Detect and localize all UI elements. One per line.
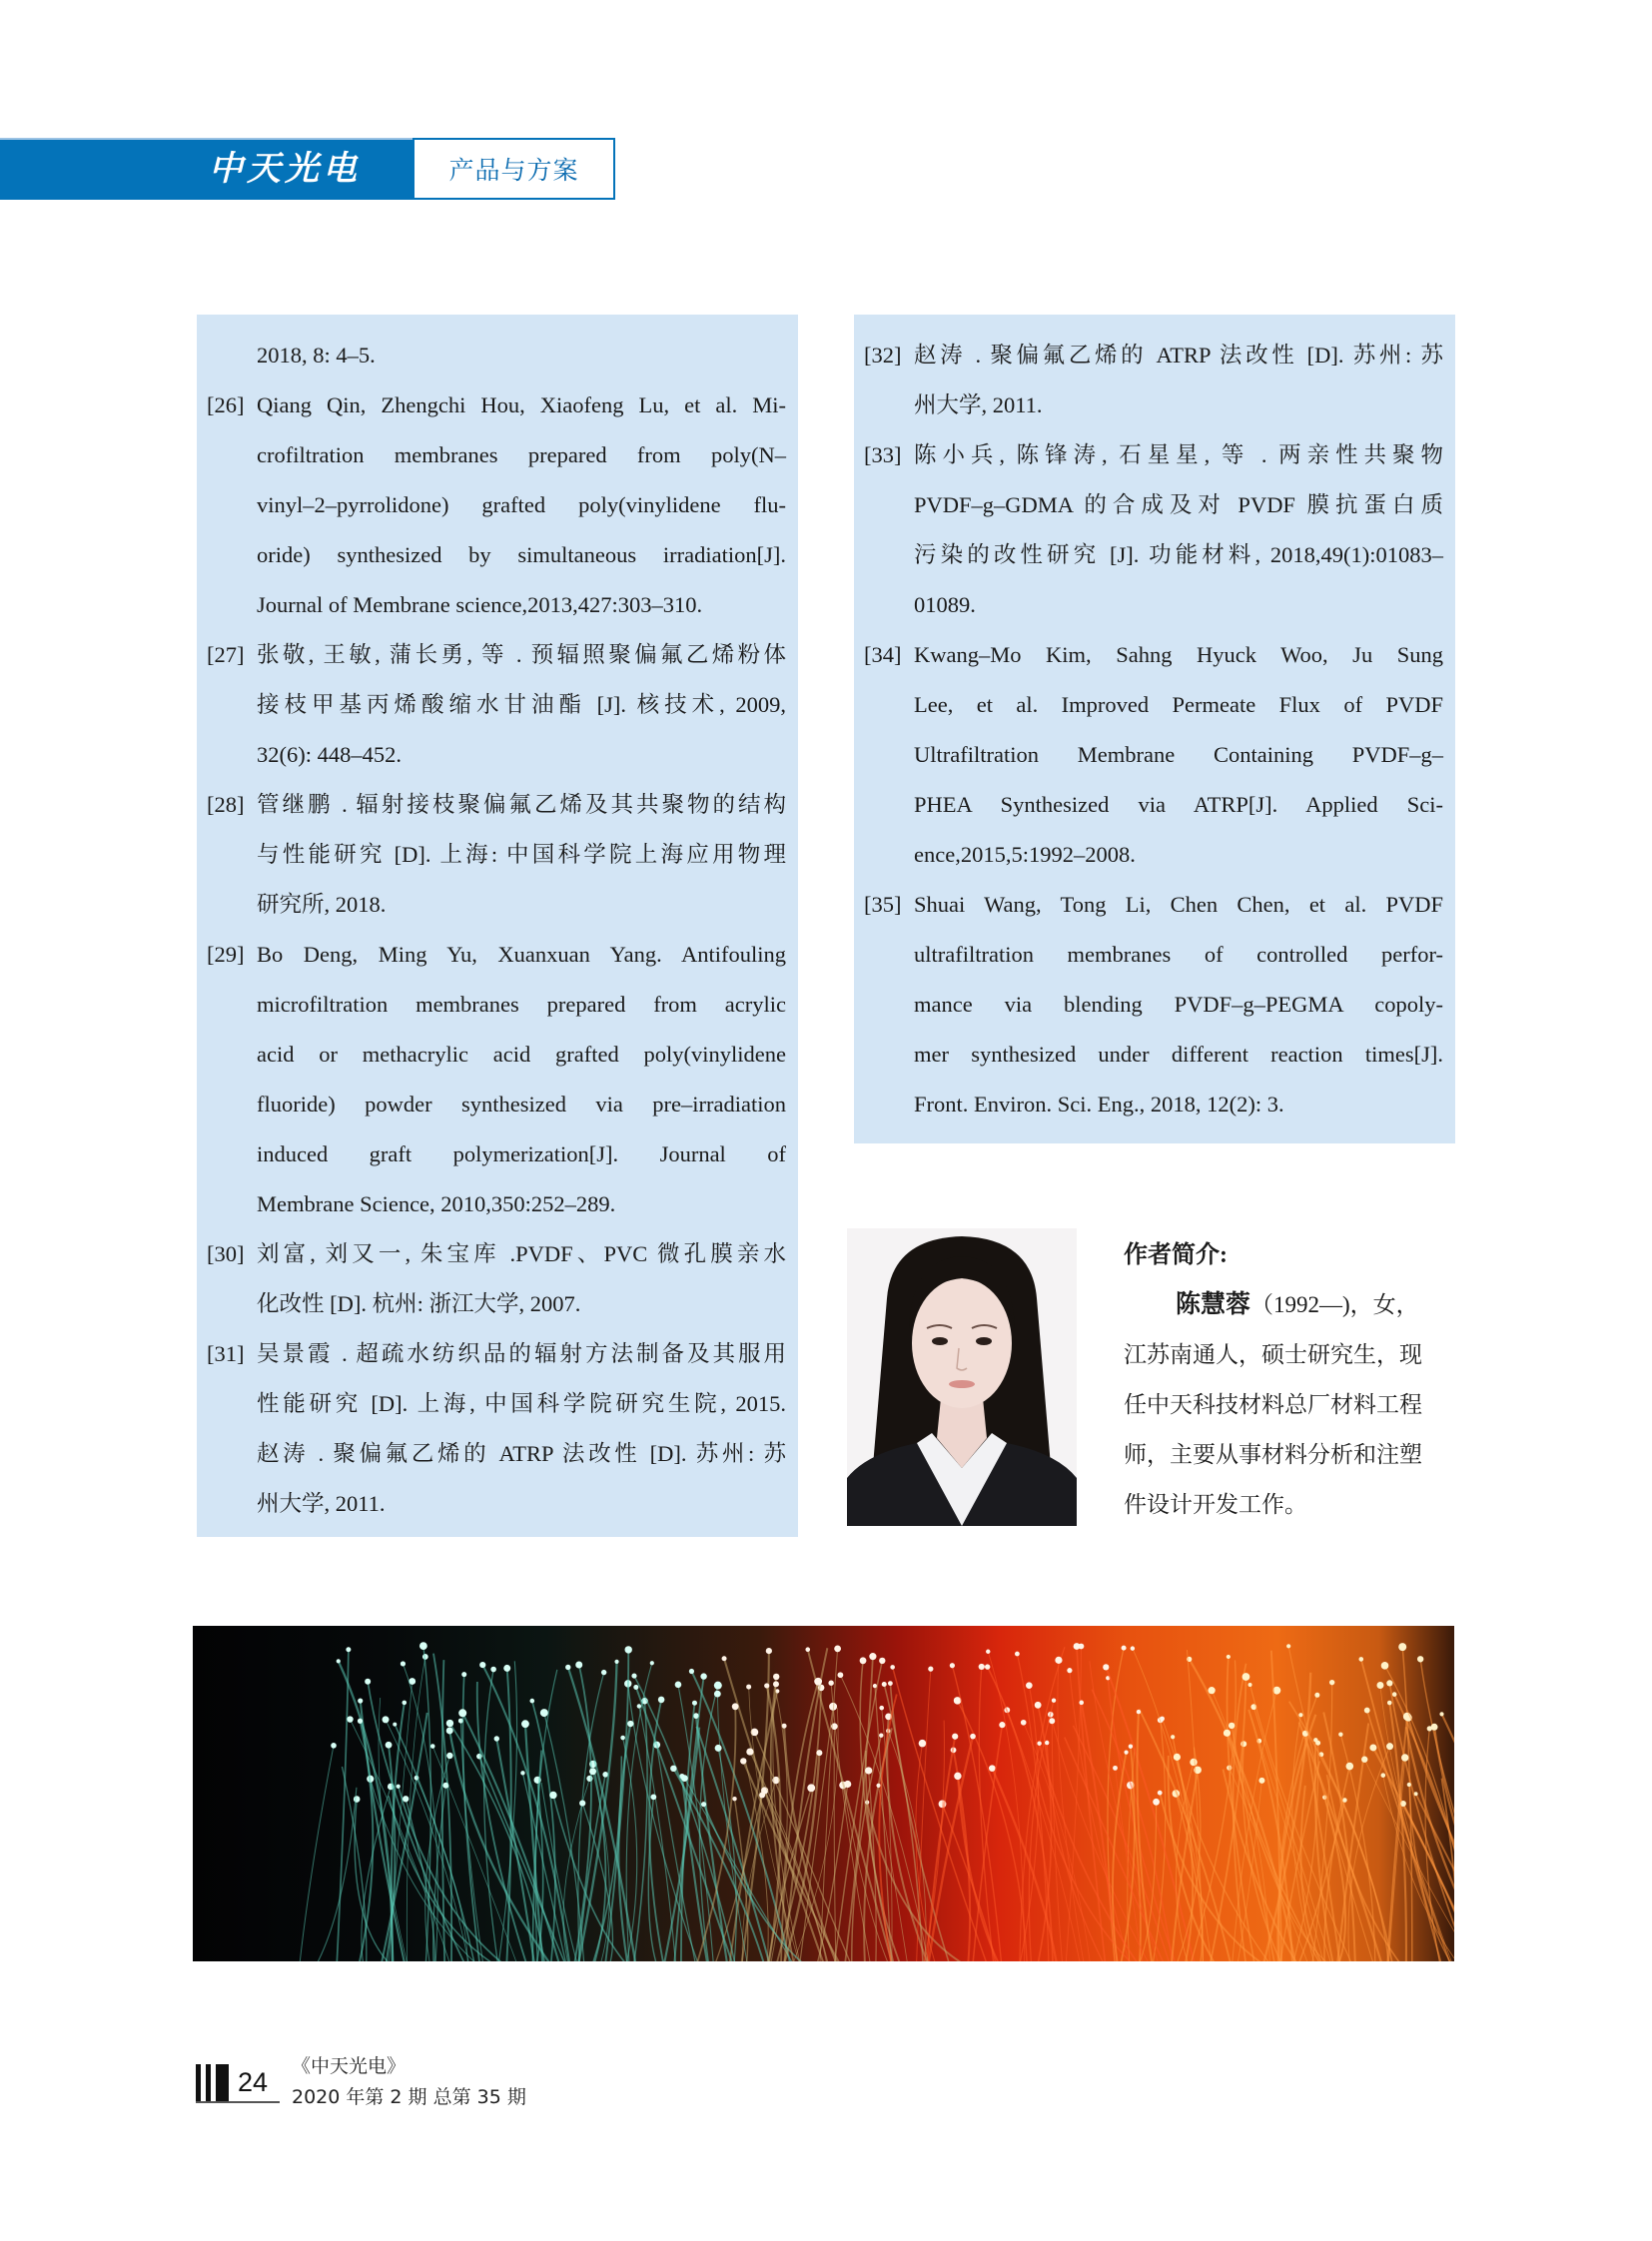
reference-number: [31]	[207, 1341, 245, 1366]
reference-line: 赵涛 . 聚偏氟乙烯的 ATRP 法改性 [D]. 苏州: 苏	[257, 1441, 786, 1466]
reference-number: [35]	[864, 892, 902, 917]
author-bio-text: （1992—)，女，	[1250, 1292, 1419, 1317]
reference-line: mer synthesized under different reaction times[J].	[914, 1042, 1443, 1067]
reference-item	[864, 880, 1443, 1129]
reference-line: 性能研究 [D]. 上海, 中国科学院研究生院, 2015.	[257, 1391, 786, 1416]
reference-line: induced graft polymerization[J]. Journal of	[257, 1141, 786, 1166]
portrait-image	[847, 1228, 1077, 1526]
reference-line: 与性能研究 [D]. 上海: 中国科学院上海应用物理	[257, 842, 786, 867]
reference-number: [29]	[207, 942, 245, 967]
header-bar	[0, 138, 413, 200]
reference-line: fluoride) powder synthesized via pre–irradiation	[257, 1092, 786, 1117]
author-bio-line: 任中天科技材料总厂材料工程	[1124, 1392, 1422, 1417]
reference-line: Qiang Qin, Zhengchi Hou, Xiaofeng Lu, et al. Mi-	[257, 392, 786, 417]
reference-item	[207, 1329, 786, 1529]
author-photo	[847, 1228, 1077, 1526]
author-bio-line: 件设计开发工作。	[1124, 1492, 1307, 1517]
reference-line: PVDF–g–GDMA 的合成及对 PVDF 膜抗蛋白质	[914, 492, 1443, 517]
author-bio-line: 师，主要从事材料分析和注塑	[1124, 1442, 1422, 1467]
fiber-optic-image	[193, 1626, 1454, 1961]
reference-line: Front. Environ. Sci. Eng., 2018, 12(2): 3.	[914, 1092, 1284, 1117]
reference-line: oride) synthesized by simultaneous irradiation[J].	[257, 542, 786, 567]
reference-line: Lee, et al. Improved Permeate Flux of PVDF	[914, 692, 1443, 717]
reference-line: 州大学, 2011.	[257, 1491, 386, 1516]
reference-line: 刘富, 刘又一, 朱宝库 .PVDF、PVC 微孔膜亲水	[257, 1241, 786, 1266]
reference-line: PHEA Synthesized via ATRP[J]. Applied Sci-	[914, 792, 1443, 817]
section-label: 产品与方案	[413, 138, 615, 200]
reference-line: 接枝甲基丙烯酸缩水甘油酯 [J]. 核技术, 2009,	[257, 692, 786, 717]
reference-line: 赵涛 . 聚偏氟乙烯的 ATRP 法改性 [D]. 苏州: 苏	[914, 343, 1443, 368]
reference-line: 32(6): 448–452.	[257, 742, 402, 767]
reference-number: [33]	[864, 442, 902, 467]
author-heading: 作者简介:	[1124, 1242, 1228, 1268]
reference-line: ultrafiltration membranes of controlled perfor-	[914, 942, 1443, 967]
references-left	[197, 315, 798, 1537]
reference-number: [28]	[207, 792, 245, 817]
reference-line: acid or methacrylic acid grafted poly(vinylidene	[257, 1042, 786, 1067]
reference-item	[207, 930, 786, 1229]
reference-line: Journal of Membrane science,2013,427:303–310.	[257, 592, 703, 617]
magazine-title: 《中天光电》	[292, 2055, 407, 2077]
reference-line: mance via blending PVDF–g–PEGMA copoly-	[914, 992, 1443, 1017]
fiber-optic-banner	[193, 1626, 1454, 1961]
reference-number: [34]	[864, 642, 902, 667]
references-right	[854, 315, 1455, 1143]
reference-item	[864, 430, 1443, 630]
reference-item	[207, 1229, 786, 1329]
author-name: 陈慧蓉	[1176, 1291, 1251, 1318]
reference-line: 污染的改性研究 [J]. 功能材料, 2018,49(1):01083–	[914, 542, 1443, 567]
author-bio	[1124, 1230, 1453, 1530]
reference-number: [27]	[207, 642, 245, 667]
reference-number: [32]	[864, 343, 902, 368]
reference-item	[864, 331, 1443, 430]
reference-item	[207, 630, 786, 780]
reference-line: 研究所, 2018.	[257, 892, 387, 917]
reference-line: Membrane Science, 2010,350:252–289.	[257, 1191, 616, 1216]
reference-line: Kwang–Mo Kim, Sahng Hyuck Woo, Ju Sung	[914, 642, 1443, 667]
page-number: 24	[238, 2067, 269, 2097]
reference-line: 吴景霞 . 超疏水纺织品的辐射方法制备及其服用	[257, 1341, 786, 1366]
reference-line: 01089.	[914, 592, 976, 617]
reference-number: [26]	[207, 392, 245, 417]
author-bio-first-line	[1124, 1280, 1453, 1330]
reference-item	[207, 331, 786, 380]
reference-line: crofiltration membranes prepared from poly(N–	[257, 442, 786, 467]
reference-line: 2018, 8: 4–5.	[257, 343, 376, 368]
issue-info: 2020 年第 2 期 总第 35 期	[292, 2086, 526, 2108]
reference-line: microfiltration membranes prepared from acrylic	[257, 992, 786, 1017]
reference-number: [30]	[207, 1241, 245, 1266]
reference-line: 张敬, 王敏, 蒲长勇, 等 . 预辐照聚偏氟乙烯粉体	[257, 642, 786, 667]
reference-line: Shuai Wang, Tong Li, Chen Chen, et al. PVDF	[914, 892, 1443, 917]
reference-item	[864, 630, 1443, 880]
brand-logo: 中天光电	[209, 149, 361, 189]
reference-item	[207, 780, 786, 930]
reference-item	[207, 380, 786, 630]
reference-line: vinyl–2–pyrrolidone) grafted poly(vinylidene flu-	[257, 492, 786, 517]
reference-line: 化改性 [D]. 杭州: 浙江大学, 2007.	[257, 1291, 581, 1316]
reference-line: ence,2015,5:1992–2008.	[914, 842, 1136, 867]
reference-line: 陈小兵, 陈锋涛, 石星星, 等 . 两亲性共聚物	[914, 442, 1443, 467]
footer-rule	[196, 2101, 280, 2103]
reference-line: 州大学, 2011.	[914, 392, 1043, 417]
reference-line: Ultrafiltration Membrane Containing PVDF–g–	[914, 742, 1443, 767]
author-bio-line: 江苏南通人，硕士研究生，现	[1124, 1342, 1422, 1367]
reference-line: 管继鹏 . 辐射接枝聚偏氟乙烯及其共聚物的结构	[257, 792, 786, 817]
reference-line: Bo Deng, Ming Yu, Xuanxuan Yang. Antifouling	[257, 942, 786, 967]
